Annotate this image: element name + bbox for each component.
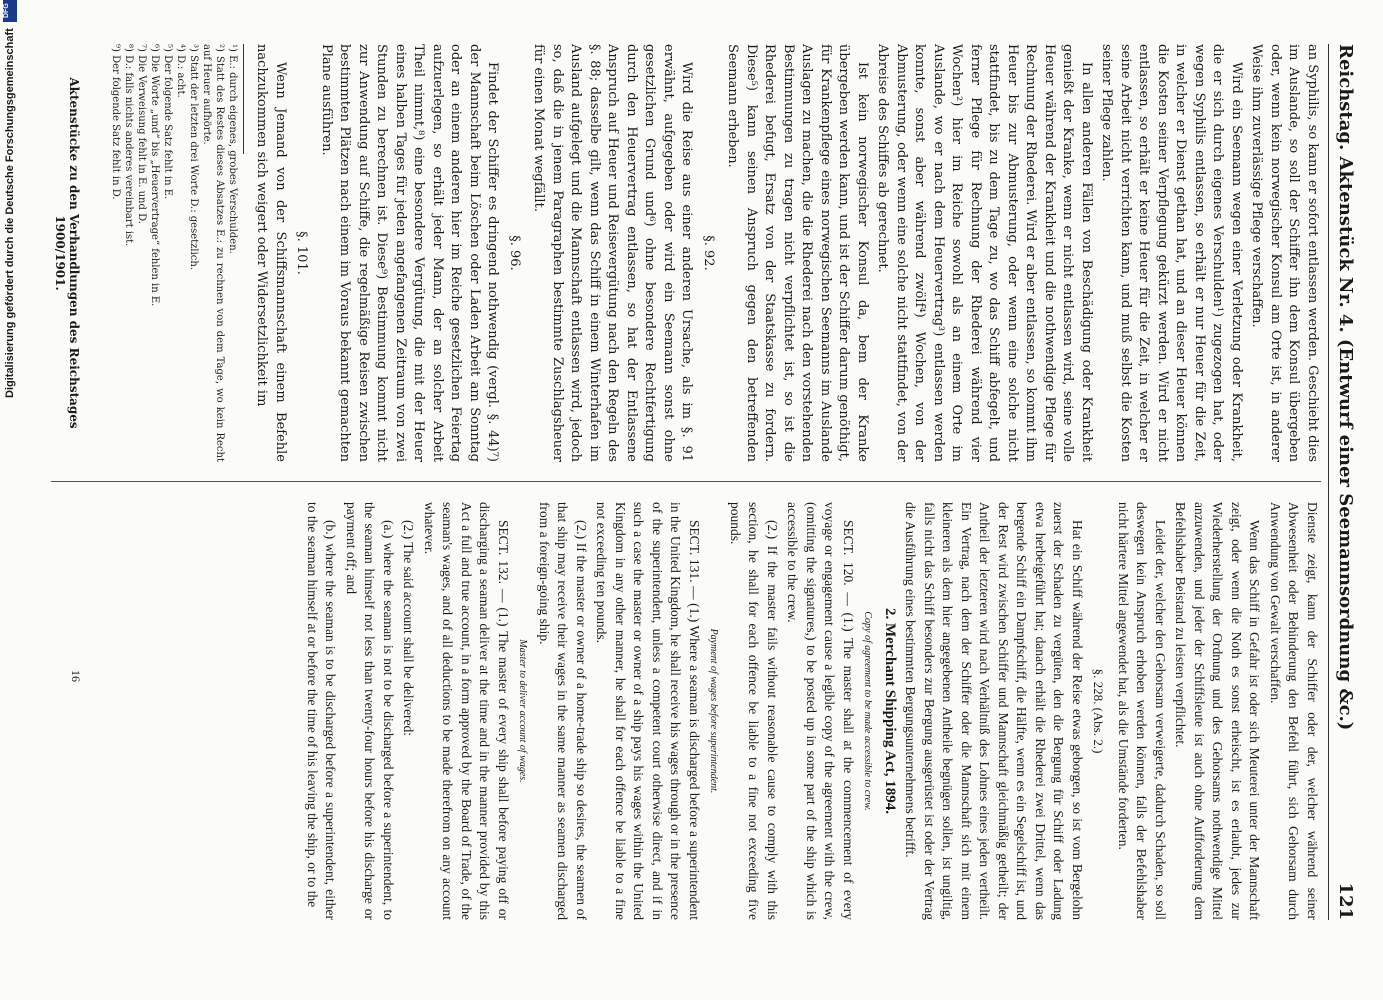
section-heading-101: §. 101. [294, 231, 310, 275]
continued-paragraph: Wenn das Schiff in Gefahr ist oder sich Meuterei unter der Mannschaft zeigt, oder wenn die Noth es sonst erheischt, ist es erlaubt, jedes zur Wiederherstellung der Ordnung und des Gehorsams nothwendige Mittel anzuwenden, und jeder der Schiffsleute ist auch ohne Aufforderung dem Befehlshaber Beistand zu leisten verpflichtet. [1173, 502, 1263, 920]
sect-120-text: SECT. 120. — (1.) The master shall at the commencement of every voyage or engagement cause a legible copy of the agreement with the crew, (omitting the signatures,) to be posted up in some part of the ship which is accessible to the crew. [785, 502, 856, 920]
column-divider [51, 481, 1321, 482]
section-heading-228: §. 228. (Abs. 2.) [1091, 668, 1107, 754]
footnote-rule [243, 44, 244, 154]
volume-footer: Aktenstücke zu den Verhandlungen des Reichstages 1900/1901. [53, 77, 81, 429]
margin-note: Copy of agreement to be made accessible to crew. [862, 611, 874, 811]
section-heading-96: §. 96. [507, 235, 522, 271]
sect-131-2-text: (2.) If the master or owner of a home-trade ship so desires, the seamen of that ship may receive their wages in the same manner as seamen discharged from a foreign-going ship. [537, 502, 589, 920]
continued-paragraph: Leidet der, welcher den Gehorsam verweigerte, dadurch Schaden, so soll deswegen kein Anspruch erhoben werden können, falls der Befehlshaber nicht härtere Mittel angewendet hat, als die Umstände forderten. [1116, 502, 1168, 920]
english-column [93, 502, 1321, 920]
sect-132-2-text: (2.) The said account shall be delivered: [401, 520, 417, 737]
margin-note: Payment of wages before superintendent. [708, 628, 720, 794]
continued-paragraph: Dienste zeigt, kann der Schiffer oder der, welcher während seiner Abwesenheit oder Behinderung den Befehl führt, sich Gehorsam durch Anwendung von Gewalt verschaffen. [1268, 502, 1320, 920]
sect-120-2-text: (2.) If the master fails without reasonable cause to comply with this section, he shall for each offence be liable to a fine not exceeding five pounds. [728, 502, 780, 920]
sect-132-a-text: (a.) where the seaman is not to be discharged before a superintendent, to the seaman himself not less than twenty-four hours before his discharge or payment off; and [344, 502, 396, 920]
header-page-number: 121 [1335, 882, 1357, 920]
page-footer-number: 16 [69, 670, 83, 682]
footnote: ⁵) Der folgende Satz fehlt in E. [162, 44, 173, 200]
footnote: ¹) E.: durch eigenes, grobes Verschulden. [227, 44, 238, 254]
sect-131-text: SECT. 131. — (1.) Where a seaman is discharged before a superintendent in the United Kingdom, he shall receive his wages through or in the presence of the superintendent, unless a competent court otherwise direct, and if in such a case the master or owner of a ship pays his wages within the United Kingdom in any other manner, he shall for each offence be liable to a fine not exceeding ten pounds. [594, 502, 702, 920]
sect-132-b-text: (b.) where the seaman is to be discharged before a superintendent, either to the seaman himself at or before the time of his leaving the ship, or to the [305, 502, 339, 920]
footnote: ⁹) Der folgende Satz fehlt in D. [110, 44, 121, 200]
sect-132-text: SECT. 132. — (1.) The master of every ship shall before paying off or discharging a seaman deliver at the time and in the manner provided by this Act a full and true account, in a form approved by the Board of Trade, of the seaman's wages, and of all deductions to be made therefrom on any account whatever. [422, 502, 511, 920]
footnote: ⁸) D.: falls nichts anderes vereinbart ist. [123, 44, 134, 247]
footnotes [109, 44, 239, 462]
footnote: ⁶) Die Worte „und“ bis „Heuervertrage“ fehlen in E. [149, 44, 160, 307]
section-101-text: Wenn Jemand von der Schiffsmannschaft einem Befehle nachzukommen sich weigert oder Widersetzlichkeit im [254, 44, 288, 462]
header-title: Reichstag. Aktenstück Nr. 4. (Entwurf einer Seemannsordnung &c.) [1335, 44, 1357, 731]
german-paragraph: an Syphilis, so kann er sofort entlassen werden. Geschieht dies im Auslande, so soll der Schiffer ihn dem Konsul übergeben oder, wenn kein norwegischer Konsul am Orte ist, in anderer Weise ihm zuverlässige Pflege verschaffen. [1249, 44, 1320, 462]
footnote: ²) Statt des Restes dieses Absatzes E.: zu rechnen von dem Tage, wo kein Recht auf Heuer aufhörte. [201, 44, 225, 462]
german-paragraph: Ist kein norwegischer Konsul da, bem der Kranke übergeben werden kann, und ist der Schiffer darum genöthigt, für Krankenpflege eines norwegischen Seemanns im Auslande Auslagen zu machen, die die Rhederei nach den vorstehenden Bestimmungen zu tragen nicht verpflichtet ist, so ist die Rhederei befugt, Ersatz von der Staatskasse zu fordern. Diese⁵) kann seinen Anspruch gegen den betreffenden Seemann erheben. [725, 44, 870, 462]
digitization-credit [0, 0, 20, 1000]
footnote: ⁴) D.: acht. [175, 44, 186, 98]
footnote: ³) Statt der letzten drei Worte D.: gesetzlich. [188, 44, 199, 271]
footnote: ⁷) Die Verweisung fehlt in E. und D. [136, 44, 147, 224]
dfg-logo-icon: DFG [3, 0, 17, 22]
german-column [51, 44, 1321, 462]
german-paragraph: Wird ein Seemann wegen einer Verletzung oder Krankheit, die er sich durch eigenes Verschulden¹) zugezogen hat, oder wegen Syphilis entlassen, so erhält er nur Heuer für die Zeit, in welcher er Dienst gethan hat, und an dieser Heuer können die Kosten seiner Verpflegung gekürzt werden. Wird er nicht entlassen, so erhält er keine Heuer für die Zeit, in welcher er seine Arbeit nicht verrichten kann, und muß selbst die Kosten seiner Pflege zahlen. [1099, 44, 1244, 462]
section-228-text: Hat ein Schiff während der Reise etwas geborgen, so ist vom Bergelohn zuerst der Schaden zu vergüten, den die Bergung für Schiff oder Ladung etwa herbeigeführt hat; danach erhält die Rhederei zwei Drittel, wenn das bergende Schiff ein Dampfschiff, die Hälfte, wenn es ein Segelschiff ist, und der Rest wird zwischen Schiffer und Mannschaft gleichmäßig getheilt; der Antheil der letzteren wird nach Verhältniß des Lohnes eines jeden vertheilt. Ein Vertrag, nach dem der Schiffer oder die Mannschaft sich mit einem kleineren als dem hier angegebenen Antheile begnügen sollen, ist ungiltig, falls nicht das Schiff besonders zur Bergung ausgerüstet ist oder der Vertrag die Ausführung eines bestimmten Bergungsunternehmens betrifft. [903, 502, 1085, 920]
section-92-text: Wird die Reise aus einer anderen Ursache, als im §. 91 erwähnt, aufgegeben oder wird ein Seemann sonst ohne gesetzlichen Grund und⁶) ohne besondere Rechtfertigung durch den Heuervertrag entlassen, so hat der Entlassene Anspruch auf Heuer und Reisevergütung nach den Regeln des §. 88; dasselbe gilt, wenn das Schiff in einem Winterhafen im Ausland aufgelegt und die Mannschaft entlassen wird, jedoch so, daß die in jenem Paragraphen bestimmte Zuschlagsheuer für einen Monat wegfällt. [531, 44, 695, 462]
section-96-text: Findet der Schiffer es dringend nothwendig (vergl. §. 44)⁷) der Mannschaft beim Löschen oder Laden Arbeit am Sonntag oder an einem anderen hier im Reiche gesetzlichen Feiertag aufzuerlegen, so erhält jeder Mann, der an solcher Arbeit Theil nimmt,⁸) eine besondere Vergütung, die mit der Heuer eines halben Tages für jeden angefangenen Zeitraum von zwei Stunden zu berechnen ist. Diese⁹) Bestimmung kommt nicht zur Anwendung auf Schiffe, die regelmäßige Reisen zwischen bestimmten Plätzen nach einem im Voraus bekannt gemachten Plane ausführen. [319, 44, 501, 462]
page-header [1328, 44, 1363, 920]
credit-text: Digitalisierung gefördert durch die Deutsche Forschungsgemeinschaft [4, 28, 16, 398]
margin-note: Master to deliver account of wages. [517, 639, 529, 783]
act-title: 2. Merchant Shipping Act, 1894. [882, 608, 898, 814]
german-paragraph: In allen anderen Fällen von Beschädigung oder Krankheit genießt der Kranke, wenn er nicht entlassen wird, seine volle Heuer während der Krankheit und die nothwendige Pflege für Rechnung der Rhederei. Wird er aber entlassen, so kommt ihm Heuer bis zur Abmusterung, oder wenn eine solche nicht stattfindet, bis zu dem Tage zu, wo das Schiff abfegelt, und ferner Pflege für Rechnung der Rhederei während vier Wochen²) hier im Reiche sowohl als an einem Orte im Auslande, wo er nach dem Heuervertrag³) entlassen werden konnte, sonst aber während zwölf⁴) Wochen, von der Abmusterung, oder wenn eine solche nicht stattfindet, von der Abreise des Schiffes ab gerechnet. [875, 44, 1094, 462]
section-heading-92: §. 92. [701, 235, 716, 271]
